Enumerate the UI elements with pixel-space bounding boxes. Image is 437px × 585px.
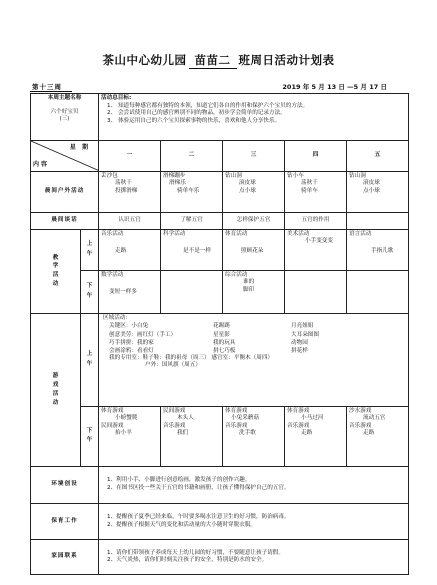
games-char: 活 [52, 391, 59, 397]
page-title [0, 52, 437, 69]
outdoor-label: 晨间户外活动 [31, 171, 99, 212]
outdoor-text: 投掷滑梯 [115, 187, 138, 194]
goal-1: 1、 知道每种感官都有独特的本领，知道它们各自的作用和保护六个宝贝的方法。 [107, 102, 309, 109]
environment-item: 1、利用小手、小脚进行创意绘画，激发孩子的创作兴趣。 [107, 477, 251, 484]
area-item: 巧手拼拼：我的家 [109, 339, 154, 346]
day-tuesday: 二 [161, 141, 223, 171]
title-suffix: 班周日活动计划表 [238, 53, 335, 67]
teaching-text: 手指儿歌 [371, 248, 394, 255]
teaching-pm-tue [161, 270, 223, 313]
care-item: 1、提醒孩子夏季已经来临，午时要多喝水注意卫生的好习惯，防治病毒。 [107, 514, 290, 520]
teaching-text: 变短一样多 [109, 289, 137, 296]
outdoor-text: 钻山洞 [349, 172, 366, 179]
area-item: 关键区：小白兔 [109, 323, 149, 330]
outdoor-text: 丢沙包 [101, 172, 118, 179]
outdoor-text: 钻小车 [287, 172, 304, 179]
teaching-am-row [31, 229, 409, 270]
day-wednesday: 三 [223, 141, 285, 171]
outdoor-text: 点小球 [363, 187, 380, 194]
outdoor-text: 骑单车乐 [177, 187, 200, 194]
area-item: 拼七巧板 [213, 347, 236, 354]
game-text: 音乐游戏 [349, 422, 372, 429]
home-label: 家园联系 [31, 540, 99, 575]
outdoor-text: 滑梯蹦步 [163, 172, 186, 179]
outdoor-text: 骑单车 [301, 187, 318, 194]
games-pm-mon [99, 406, 161, 466]
goal-label: 活动总目标: [101, 95, 132, 101]
teaching-text: 体育活动 [225, 230, 248, 237]
weekday-row [31, 141, 409, 171]
home-item: 1、请你们带领孩子养成每天上幼儿园的好习惯，不要随意让孩子请假。 [107, 549, 284, 556]
outdoor-thu [285, 171, 347, 212]
outdoor-note: 户外：国风旗（周五） [145, 362, 201, 369]
teaching-pm-thu [285, 270, 347, 313]
games-label [31, 313, 81, 466]
title-prefix: 茶山中心幼儿园 [102, 53, 187, 67]
theme-name: 六个好宝贝 [50, 108, 79, 115]
area-item: 拼花样 [291, 347, 308, 354]
talk-fri [347, 212, 409, 229]
game-text: 体育游戏 [287, 407, 310, 414]
game-text: 音乐游戏 [225, 422, 248, 429]
diagonal-header [31, 141, 99, 171]
teaching-char: 学 [52, 263, 59, 270]
games-char: 戏 [52, 382, 59, 389]
teaching-text: 语言活动 [349, 230, 372, 237]
teaching-text: 走路 [115, 248, 127, 255]
talk-mon: 认识五官 [99, 212, 161, 229]
outdoor-fri [347, 171, 409, 212]
games-pm-row [31, 406, 409, 466]
teaching-text: 音乐活动 [101, 230, 124, 237]
week-number: 第十三周 [32, 83, 62, 91]
area-item: 花踢踢 [213, 323, 230, 330]
area-activities [99, 313, 409, 406]
teaching-text: 脚印 [243, 286, 255, 293]
game-text: 小兔采蘑菇 [231, 415, 259, 422]
goals-cell [99, 94, 409, 141]
plan-table [30, 93, 409, 575]
outdoor-wed [223, 171, 285, 212]
talk-tue: 了解五官 [161, 212, 223, 229]
teaching-am-mon [99, 229, 161, 270]
area-item: 大耳朵图图 [291, 331, 319, 338]
pm-char: 下 [86, 427, 93, 434]
game-text: 小马过河 [301, 415, 324, 422]
date-range: 2019 年 5 月 13 日 —5 月 17 日 [282, 83, 387, 91]
outdoor-mon [99, 171, 161, 212]
teaching-pm-fri [347, 270, 409, 313]
outdoor-text: 钻山洞 [225, 172, 242, 179]
am-char: 午 [86, 360, 93, 367]
area-item: 月亮姐姐 [291, 323, 314, 330]
talk-wed: 怎样保护五官 [223, 212, 285, 229]
pm-char: 午 [86, 437, 93, 444]
game-text: 木头人 [177, 415, 194, 422]
class-name: 苗苗二 [189, 52, 237, 69]
teaching-text: 美术活动 [287, 230, 310, 237]
day-thursday: 四 [285, 141, 347, 171]
home-row [31, 540, 409, 575]
game-text: 体育游戏 [225, 407, 248, 414]
care-label: 保育工作 [31, 503, 99, 540]
teaching-am-fri [347, 229, 409, 270]
teaching-pm-wed [223, 270, 285, 313]
teaching-am-tue [161, 229, 223, 270]
games-pm-tue [161, 406, 223, 466]
day-monday: 一 [99, 141, 161, 171]
teaching-pm-label [81, 270, 99, 313]
goal-3: 3、 体验运用自己的六个宝贝探索事物的快乐，喜欢和他人分享快乐。 [107, 117, 281, 124]
care-item: 2、提醒孩子根据天气的变化和活动量的大小随时穿脱衣服。 [107, 521, 257, 528]
week-underline [30, 91, 72, 92]
talk-row [31, 212, 409, 229]
game-text: 走路 [301, 430, 313, 437]
environment-cell [99, 467, 409, 504]
teaching-text: 谁的 [243, 279, 255, 286]
theme-label: 本周主题名称 [47, 95, 82, 101]
outdoor-text: 滚皮球 [239, 180, 256, 187]
game-text: 小螃蟹爬 [115, 415, 138, 422]
game-text: 走路 [363, 430, 375, 437]
am-char: 上 [86, 351, 93, 358]
weekday-label: 星 期 [69, 144, 91, 152]
area-grid [103, 322, 406, 354]
area-item: 创意美劳：画红灯（手工） [109, 331, 177, 338]
games-char: 动 [52, 399, 59, 406]
area-item: 我的玩具 [213, 339, 236, 346]
outdoor-text: 荡秋千 [115, 180, 132, 187]
outdoor-text: 点小球 [239, 187, 256, 194]
area-item: 会画涂鸦：看看灯 [109, 347, 154, 354]
teaching-pm-row [31, 270, 409, 313]
teaching-text: 数学活动 [101, 271, 124, 278]
talk-thu: 五官的作用 [285, 212, 347, 229]
care-row [31, 503, 409, 540]
games-pm-thu [285, 406, 347, 466]
outdoor-text: 滚皮球 [363, 180, 380, 187]
games-char: 游 [52, 373, 59, 380]
theme-row [31, 94, 409, 141]
outdoor-row [31, 171, 409, 212]
teaching-text: 科学活动 [163, 230, 186, 237]
goal-2: 2、 会尝试使用自己的感官辨别不同的物品，初步学会简单的记录方法。 [107, 110, 286, 117]
games-pm-label [81, 406, 99, 466]
games-am-label [81, 313, 99, 406]
theme-cell [31, 94, 99, 141]
environment-item: 2、在图书区投一些关于五官的书籍和画册，让孩子懂得保护自己的五官。 [107, 484, 290, 491]
games-pm-fri [347, 406, 409, 466]
outdoor-tue [161, 171, 223, 212]
content-label: 内容 [33, 160, 50, 168]
game-text: 音乐游戏 [287, 422, 310, 429]
special-room: 我的专用室：鞋子鞋：我的祖母（周三） 感官室：平衡木（周四） [109, 354, 274, 361]
environment-row [31, 467, 409, 504]
teaching-char: 活 [52, 272, 59, 279]
home-item: 2、天气炎热，请你们时刻关注孩子的安全，特别是防水的安全。 [107, 557, 268, 564]
pm-char: 下 [86, 283, 93, 290]
game-text: 沙水游戏 [349, 407, 372, 414]
teaching-label [31, 229, 81, 313]
teaching-pm-mon [99, 270, 161, 313]
game-text: 民间游戏 [163, 407, 186, 414]
teaching-text: 是不是一样 [183, 248, 211, 255]
game-text: 体育游戏 [101, 407, 124, 414]
game-text: 抬小羊 [115, 430, 132, 437]
environment-label: 环境创设 [31, 467, 99, 504]
teaching-char: 动 [52, 281, 59, 288]
area-item: 星星影 [213, 331, 230, 338]
teaching-text: 照顾花朵 [241, 248, 264, 255]
teaching-am-wed [223, 229, 285, 270]
games-am-row [31, 313, 409, 406]
games-pm-wed [223, 406, 285, 466]
theme-sub: (三) [59, 116, 70, 123]
area-title: 区域活动: [103, 314, 128, 321]
game-text: 我们 [177, 430, 189, 437]
teaching-am-thu [285, 229, 347, 270]
game-text: 民间游戏 [101, 422, 124, 429]
day-friday: 五 [347, 141, 409, 171]
teaching-am-label [81, 229, 99, 270]
game-text: 洗手歌 [239, 430, 256, 437]
teaching-text: 小手变变变 [305, 238, 333, 245]
game-text: 流动五官 [363, 415, 386, 422]
am-char: 上 [86, 241, 93, 248]
game-text: 音乐游戏 [163, 422, 186, 429]
outdoor-text: 滑梯乐 [169, 180, 186, 187]
outdoor-text: 荡秋千 [301, 180, 318, 187]
home-cell [99, 540, 409, 575]
pm-char: 午 [86, 292, 93, 299]
talk-label: 晨间谈话 [31, 212, 99, 229]
am-char: 午 [86, 250, 93, 257]
area-item: 动物园 [291, 339, 308, 346]
teaching-text: 综合活动 [225, 271, 248, 278]
care-cell [99, 503, 409, 540]
teaching-char: 教 [52, 254, 59, 261]
